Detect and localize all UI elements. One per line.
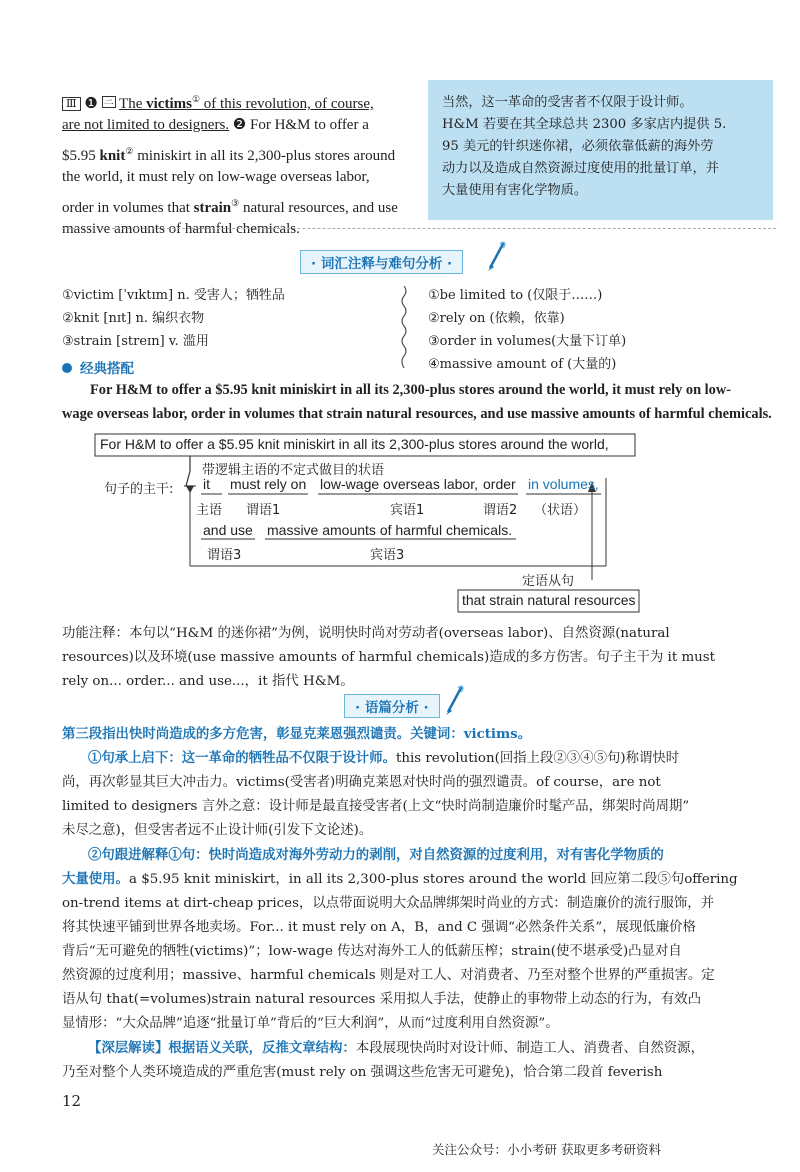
vocab-item: ③strain [streɪn] v. 滥用: [62, 334, 209, 349]
section-title-vocab: · 词汇注释与难句分析 ·: [300, 250, 463, 274]
diagram-label: 谓语2: [483, 503, 518, 518]
sentence-type-icon: 三: [103, 96, 114, 107]
analysis-text: 未尽之意)，但受害者远不止设计师(引发下文论述)。: [62, 823, 373, 838]
note-ref: ③: [231, 198, 240, 208]
analysis-heading: 第三段指出快时尚造成的多方危害，彰显克莱恩强烈谴责。关键词：victims。: [62, 726, 532, 742]
diagram-label: 谓语1: [246, 503, 281, 518]
note-ref: ②: [125, 146, 134, 156]
analysis-text: 本段展现快尚时对设计师、制造工人、消费者、自然资源，: [355, 1041, 704, 1056]
analysis-point-2-head: ②句跟进解释①句：快时尚造成对海外劳动力的剥削，对自然资源的过度利用，对有害化学物质的: [88, 847, 664, 863]
analysis-text: 乃至对整个人类环境造成的严重危害(must rely on 强调这些危害无可避免)，恰合第二段首 feverish: [62, 1065, 663, 1080]
note-ref: ①: [191, 94, 201, 104]
diagram-clause-box: that strain natural resources: [462, 592, 636, 608]
diagram-label: 主语: [196, 503, 223, 518]
vocab-item: ②rely on (依赖，依靠): [428, 311, 565, 326]
analysis-text: limited to designers 言外之意：设计师是最直接受害者(上文“快时尚制造廉价时髦产品，绑架时尚周期”: [62, 799, 690, 814]
passage-text: are not limited to designers.: [62, 117, 230, 133]
translation-line: 95 美元的针织迷你裙，必须依靠低薪的海外劳: [442, 139, 714, 154]
diagram-label: 谓语3: [207, 548, 242, 563]
keyword-victims: victims: [146, 96, 192, 112]
diagram-predicate-2: order: [483, 476, 516, 492]
passage-text: natural resources, and use: [239, 200, 398, 216]
sentence-2-number: ❷: [232, 117, 247, 133]
vocab-item: ②knit [nɪt] n. 编织衣物: [62, 311, 205, 326]
analysis-point-1-head: ①句承上启下：这一革命的牺牲品不仅限于设计师。: [88, 750, 396, 766]
analysis-text: 尚，再次彰显其巨大冲击力。victims(受害者)明确克莱恩对快时尚的强烈谴责。of course，are not: [62, 775, 661, 790]
analysis-point-2-head: 大量使用。: [62, 871, 129, 887]
pen-icon: [444, 682, 466, 716]
translation-line: 大量使用有害化学物质。: [442, 183, 588, 198]
analysis-text: this revolution(回指上段②③④⑤句)称谓快时: [395, 751, 680, 766]
diagram-object-3: massive amounts of harmful chemicals.: [267, 522, 513, 538]
collocation-title: 经典搭配: [80, 361, 134, 377]
diagram-label: 宾语1: [390, 503, 425, 518]
diagram-predicate-3: and use: [203, 522, 253, 538]
passage-text: For H&M to offer a: [246, 117, 369, 133]
passage-text: of this revolution, of course,: [200, 96, 374, 112]
diagram-label: 宾语3: [370, 548, 405, 563]
analysis-text: 显情形：“大众品牌”追逐“批量订单”背后的“巨大利润”，从而“过度利用自然资源”。: [62, 1016, 559, 1031]
function-note: [62, 622, 776, 694]
analysis-text: 将其快速平铺到世界各地卖场。For... it must rely on A，B，and C 强调“必然条件关系”，展现低廉价格: [62, 920, 696, 935]
analysis: [62, 722, 776, 1085]
analysis-text: 语从句 that(=volumes)strain natural resources 采用拟人手法，使静止的事物带上动态的行为，有效凸: [62, 992, 702, 1007]
diagram-clause-label: 定语从句: [522, 574, 575, 589]
diagram-top-box: For H&M to offer a $5.95 knit miniskirt in all its 2,300-plus stores around the world,: [100, 436, 609, 452]
function-note-line: 功能注释：本句以“H&M 的迷你裙”为例，说明快时尚对劳动者(overseas labor)、自然资源(natural: [62, 626, 670, 641]
diagram-subject: it: [203, 476, 210, 492]
diagram-top-label: 带逻辑主语的不定式做目的状语: [202, 463, 385, 478]
analysis-text: 然资源的过度利用；massive、harmful chemicals 则是对工人、对消费者、乃至对整个世界的严重损害。定: [62, 968, 715, 983]
passage-text: miniskirt in all its 2,300-plus stores around: [133, 148, 396, 164]
keyword-knit: knit: [99, 148, 126, 164]
key-sentence-line: wage overseas labor, order in volumes that strain natural resources, and use massive amounts of harmful chemicals.: [62, 406, 772, 422]
analysis-text: 背后“无可避免的牺牲(victims)”；low-wage 传达对海外工人的低薪压榨；strain(使不堪承受)凸显对自: [62, 944, 682, 959]
analysis-text: a $5.95 knit miniskirt，in all its 2,300-plus stores around the world 回应第二段⑤句offering: [128, 872, 738, 887]
vocab-item: ③order in volumes(大量下订单): [428, 334, 627, 349]
passage-text: order in volumes that: [62, 200, 194, 216]
function-note-line: rely on... order... and use...，it 指代 H&M。: [62, 674, 354, 689]
diagram-main-label: 句子的主干:: [104, 482, 174, 497]
vocab-item: ④massive amount of (大量的): [428, 357, 617, 372]
vocab-item: ①be limited to (仅限于……): [428, 288, 603, 303]
sentence-1-number: ❶: [84, 96, 98, 112]
analysis-text: on-trend items at dirt-cheap prices，以点带面说明大众品牌绑架时尚业的方式：制造廉价的流行服饰，并: [62, 896, 715, 911]
translation-line: H&M 若要在其全球总共 2300 多家店内提供 5.: [442, 117, 727, 132]
vocab-item: ①victim [ˈvɪktɪm] n. 受害人；牺牲品: [62, 288, 285, 303]
function-note-line: resources)以及环境(use massive amounts of harmful chemicals)造成的多方伤害。句子主干为 it must: [62, 650, 716, 665]
passage-text: massive amounts of harmful chemicals.: [62, 221, 300, 237]
page-number: 12: [62, 1092, 82, 1110]
diagram-object-1: low-wage overseas labor,: [320, 476, 478, 492]
diagram-predicate-1: must rely on: [230, 476, 307, 492]
footer-note: 关注公众号：小小考研 获取更多考研资料: [432, 1142, 661, 1157]
keyword-strain: strain: [193, 200, 232, 216]
key-sentence-line: For H&M to offer a $5.95 knit miniskirt in all its 2,300-plus stores around the world, it must rely on low-: [90, 382, 732, 398]
passage-text: The: [119, 96, 147, 112]
passage-text: the world, it must rely on low-wage overseas labor,: [62, 169, 370, 185]
passage-text: $5.95: [62, 148, 100, 164]
translation-line: 动力以及造成自然资源过度使用的批量订单，并: [442, 161, 719, 176]
diagram-label: （状语）: [534, 503, 587, 518]
section-title-discourse: · 语篇分析 ·: [344, 694, 440, 718]
translation-line: 当然，这一革命的受害者不仅限于设计师。: [442, 95, 693, 110]
paragraph-marker: Ⅲ: [62, 97, 81, 111]
analysis-deep-reading-head: 【深层解读】根据语义关联，反推文章结构：: [88, 1040, 356, 1056]
diagram-adverbial: in volumes,: [528, 476, 599, 492]
